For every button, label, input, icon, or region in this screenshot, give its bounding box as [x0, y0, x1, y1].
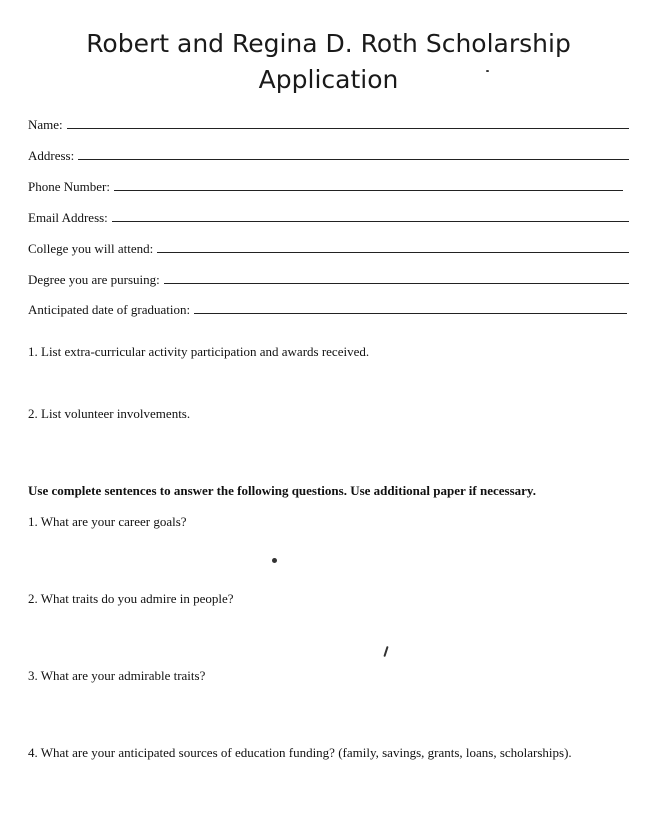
- address-field[interactable]: [28, 144, 629, 162]
- email-address-label: Email Address:: [28, 210, 108, 225]
- instructions: Use complete sentences to answer the following questions. Use additional paper if necessary.: [28, 483, 536, 498]
- question-admired-traits: 2. What traits do you admire in people?: [28, 591, 234, 606]
- question-funding-sources: 4. What are your anticipated sources of education funding? (family, savings, grants, loans, scholarships).: [28, 745, 572, 760]
- list-prompt-volunteer: 2. List volunteer involvements.: [28, 406, 191, 421]
- name-blank-line[interactable]: [67, 128, 629, 129]
- name-label: Name:: [28, 117, 63, 132]
- phone-number-field[interactable]: [28, 175, 623, 193]
- email-address-blank-line[interactable]: [112, 221, 629, 222]
- title-line-1: Robert and Regina D. Roth Scholarship: [86, 29, 571, 58]
- email-address-field[interactable]: [28, 206, 629, 224]
- scan-speck-small: [486, 70, 489, 72]
- phone-number-label: Phone Number:: [28, 179, 110, 194]
- address-blank-line[interactable]: [78, 159, 629, 160]
- graduation-date-label: Anticipated date of graduation:: [28, 302, 191, 317]
- degree-label: Degree you are pursuing:: [28, 272, 160, 287]
- college-label: College you will attend:: [28, 241, 154, 256]
- degree-field[interactable]: [28, 268, 629, 286]
- list-prompt-activities: 1. List extra-curricular activity participation and awards received.: [28, 344, 370, 359]
- college-field[interactable]: [28, 237, 629, 255]
- question-own-traits: 3. What are your admirable traits?: [28, 668, 206, 683]
- address-label: Address:: [28, 148, 75, 163]
- college-blank-line[interactable]: [157, 252, 629, 253]
- name-field[interactable]: [28, 113, 629, 131]
- graduation-date-field[interactable]: [28, 298, 627, 316]
- title-line-2: Application: [258, 65, 399, 94]
- question-career-goals: 1. What are your career goals?: [28, 514, 187, 529]
- degree-blank-line[interactable]: [164, 283, 629, 284]
- scan-mark: [383, 646, 388, 657]
- scan-speck: [272, 558, 277, 563]
- phone-number-blank-line[interactable]: [114, 190, 623, 191]
- graduation-date-blank-line[interactable]: [194, 313, 627, 314]
